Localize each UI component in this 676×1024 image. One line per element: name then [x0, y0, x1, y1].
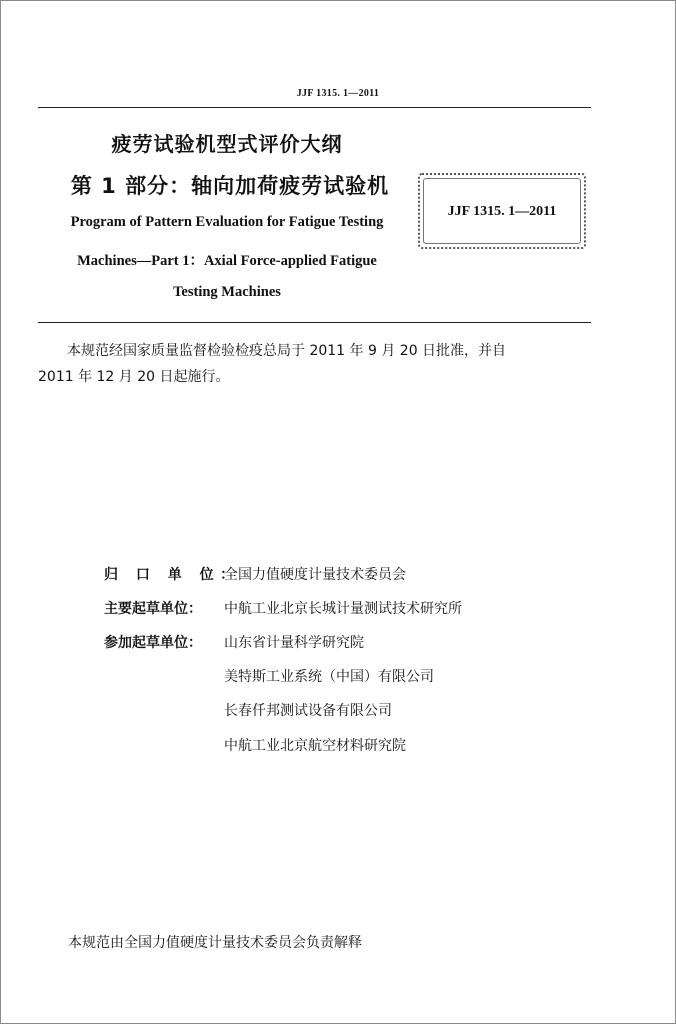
approval-statement: [38, 338, 608, 390]
main-drafter-value: 中航工业北京长城计量测试技术研究所: [224, 601, 462, 617]
main-drafter-row: [104, 598, 462, 620]
participant-item: 山东省计量科学研究院: [224, 635, 364, 651]
participants-label: 参加起草单位：: [104, 635, 202, 651]
standard-code-box: [418, 173, 586, 249]
participant-item: 中航工业北京航空材料研究院: [224, 738, 406, 754]
participant-item: 长春仟邦测试设备有限公司: [224, 703, 392, 719]
header-standard-number: JJF 1315. 1—2011: [296, 88, 380, 99]
participant-item: 美特斯工业系统（中国）有限公司: [224, 669, 434, 685]
interpretation-note: 本规范由全国力值硬度计量技术委员会负责解释: [68, 935, 362, 951]
main-drafter-label: 主要起草单位：: [104, 601, 202, 617]
title-bottom-rule: [38, 322, 591, 323]
standard-code: JJF 1315. 1—2011: [447, 204, 557, 219]
title-cn-main: 疲劳试验机型式评价大纲: [111, 132, 343, 156]
responsible-unit-label: 归 口 单 位：: [104, 567, 241, 583]
participants-row: [104, 632, 364, 654]
title-en-line3: Testing Machines: [173, 284, 281, 300]
header-rule: [38, 107, 591, 108]
title-en-line2: Machines—Part 1：Axial Force-applied Fatigue: [77, 253, 377, 269]
title-cn-part: 第 1 部分：轴向加荷疲劳试验机: [70, 174, 390, 198]
responsible-unit-value: 全国力值硬度计量技术委员会: [224, 567, 406, 583]
title-en-line1: Program of Pattern Evaluation for Fatigue Testing: [70, 214, 384, 230]
approval-line-2: 2011 年 12 月 20 日起施行。: [38, 369, 230, 385]
responsible-unit-row: [104, 564, 406, 586]
approval-line-1: 本规范经国家质量监督检验检疫总局于 2011 年 9 月 20 日批准，并自: [67, 343, 507, 359]
